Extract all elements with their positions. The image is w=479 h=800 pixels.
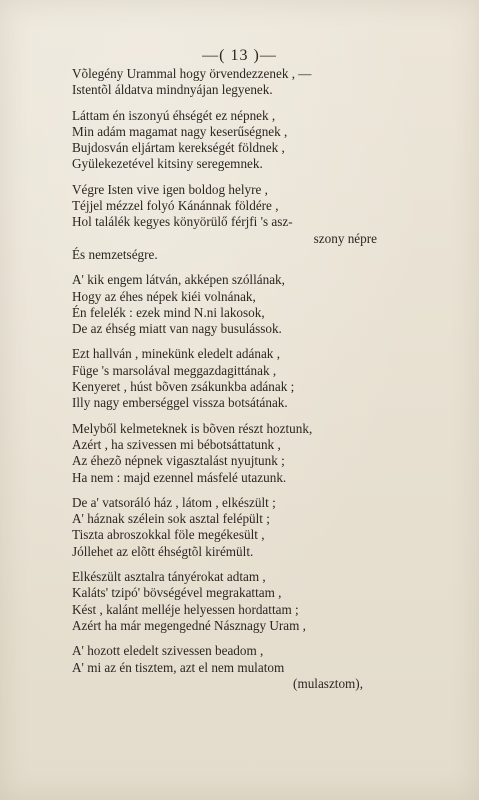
verse-line: Kaláts' tzipó' bövségével megrakattam , bbox=[72, 585, 282, 601]
verse-line: Jóllehet az elõtt éhségtõl kirémült. bbox=[72, 543, 254, 559]
verse-line: Kenyeret , húst bõven zsákunkba adának ; bbox=[72, 379, 295, 395]
verse-line: Ha nem : majd ezennel másfelé utazunk. bbox=[72, 469, 287, 485]
verse-line: Tiszta abroszokkal föle megékesült , bbox=[72, 527, 265, 543]
verse-line: Téjjel mézzel folyó Kánánnak földére , bbox=[72, 198, 279, 214]
stanza bbox=[72, 346, 392, 411]
verse-line: És nemzetségre. bbox=[72, 246, 158, 262]
stanza bbox=[72, 66, 392, 99]
stanza bbox=[72, 643, 392, 692]
verse-line: Hogy az éhes népek kiéi volnának, bbox=[72, 288, 256, 304]
verse-line: Kést , kalánt melléje helyessen hordattam ; bbox=[72, 601, 299, 617]
verse-line: Az éhezõ népnek vigasztalást nyujtunk ; bbox=[72, 453, 285, 469]
verse-line: Min adám magamat nagy keserűségnek , bbox=[72, 123, 288, 139]
stanza bbox=[72, 569, 392, 634]
stanza bbox=[72, 421, 392, 486]
stanza bbox=[72, 108, 392, 173]
stanza bbox=[72, 495, 392, 560]
verse-line: Istentõl áldatva mindnyájan legyenek. bbox=[72, 82, 273, 98]
verse-line: A' hozott eledelt szivessen beadom , bbox=[72, 643, 264, 659]
verse-line: Azért , ha szivessen mi bébotsáttatunk , bbox=[72, 436, 281, 452]
verse-line: De a' vatsoráló ház , látom , elkészült ; bbox=[72, 494, 276, 510]
verse-line: A' kik engem látván, akképen szóllának, bbox=[72, 272, 285, 288]
verse-line: A' háznak szélein sok asztal felépült ; bbox=[72, 511, 270, 527]
verse-line: A' mi az én tisztem, azt el nem mulatom bbox=[72, 659, 285, 675]
verse-line: De az éhség miatt van nagy busulássok. bbox=[72, 321, 282, 337]
stanza bbox=[72, 272, 392, 337]
page-number: —( 13 )— bbox=[202, 47, 277, 64]
poem-text bbox=[72, 66, 392, 701]
verse-line: Elkészült asztalra tányérokat adtam , bbox=[72, 569, 266, 585]
verse-line: Bujdosván eljártam kerekségét földnek , bbox=[72, 140, 285, 156]
verse-line: Én felelék : ezek mind N.ni lakosok, bbox=[72, 304, 265, 320]
verse-line: Azért ha már megengedné Násznagy Uram , bbox=[72, 617, 306, 633]
verse-line: Végre Isten vive igen boldog helyre , bbox=[72, 181, 268, 197]
verse-line: Füge 's marsolával meggazdagittának , bbox=[72, 362, 277, 378]
verse-line-continuation: szony népre bbox=[313, 230, 377, 246]
verse-line: Hol találék kegyes könyörülő férjfi 's asz- bbox=[72, 214, 293, 230]
verse-line: Láttam én iszonyú éhségét ez népnek , bbox=[72, 107, 276, 123]
verse-line: Melyből kelmeteknek is bõven részt hoztunk, bbox=[72, 420, 313, 436]
verse-line: Ezt hallván , minekünk eledelt adának , bbox=[72, 346, 280, 362]
verse-line: Illy nagy emberséggel vissza botsátának. bbox=[72, 395, 288, 411]
verse-line: Võlegény Urammal hogy örvendezzenek , — bbox=[72, 66, 312, 81]
stanza bbox=[72, 182, 392, 263]
verse-line: Gyülekezetével kitsiny seregemnek. bbox=[72, 156, 263, 172]
verse-line-continuation: (mulasztom), bbox=[293, 675, 363, 691]
